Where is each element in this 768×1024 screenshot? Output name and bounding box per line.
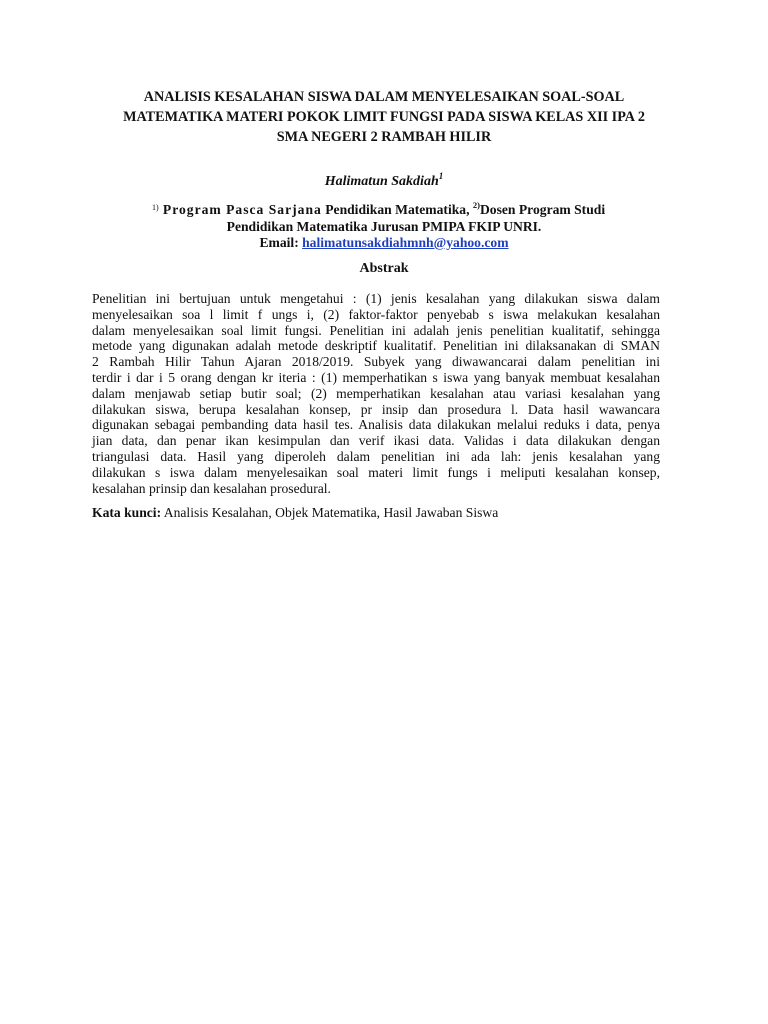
abstract-line: dilakukan s iswa dalam menyelesaikan soal materi limit fungs i meliputi kesalahan konsep, xyxy=(92,464,660,480)
keywords-line xyxy=(92,504,660,521)
abstract-line: triangulasi data. Hasil yang diperoleh dalam penelitian ini ada lah: jenis kesalahan yang xyxy=(92,448,660,464)
affiliation-program: Program Pasca Sarjana xyxy=(162,202,322,217)
author-line xyxy=(100,167,668,191)
affiliation-superscript: 2) xyxy=(472,200,480,210)
abstract-line: 2 Rambah Hilir Tahun Ajaran 2018/2019. Subyek yang diwawancarai dalam penelitian ini xyxy=(92,354,660,370)
keywords-text: Analisis Kesalahan, Objek Matematika, Hasil Jawaban Siswa xyxy=(161,505,499,520)
affiliation-marker: 1) xyxy=(152,203,159,212)
affiliation-line-1 xyxy=(100,197,668,219)
abstract-heading: Abstrak xyxy=(359,261,409,276)
keywords-label: Kata kunci: xyxy=(92,505,162,520)
abstract-line: dalam menjawab setiap butir soal; (2) memperhatikan kesalahan atau variasi kesalahan yang xyxy=(92,385,660,401)
title-line: ANALISIS KESALAHAN SISWA DALAM MENYELESAIKAN SOAL-SOAL xyxy=(143,89,625,105)
email-link[interactable]: halimatunsakdiahmnh@yahoo.com xyxy=(302,235,509,250)
affiliation-line-2: Pendidikan Matematika Jurusan PMIPA FKIP UNRI. xyxy=(226,218,542,234)
title-line: SMA NEGERI 2 RAMBAH HILIR xyxy=(276,129,492,145)
affiliation-role: Dosen Program Studi xyxy=(479,202,606,217)
abstract-line: dilakukan siswa, berupa kesalahan konsep, pr insip dan prosedura l. Data hasil wawancara xyxy=(92,401,660,417)
abstract-line: menyelesaikan soa l limit f ungs i, (2) faktor-faktor penyebab s iswa melakukan kesalahan xyxy=(92,306,660,322)
email-line xyxy=(100,235,668,252)
abstract-line: terdir i dar i 5 orang dengan kr iteria : (1) memperhatikan s iswa yang banyak membuat kesalahan xyxy=(92,369,660,385)
affiliation-block xyxy=(100,197,668,252)
author-superscript: 1 xyxy=(438,171,444,181)
abstract-line: digunakan sebagai pembanding data hasil tes. Analisis data dilakukan melalui reduks i data, penya xyxy=(92,417,660,433)
abstract-line: kesalahan prinsip dan kesalahan prosedural. xyxy=(92,480,331,496)
abstract-body xyxy=(92,291,660,496)
abstract-line: dalam menyelesaikan soal limit fungsi. Penelitian ini adalah jenis penelitian kualitatif, sehingga xyxy=(92,322,660,338)
paper-title xyxy=(100,87,668,147)
email-label: Email: xyxy=(259,235,303,250)
affiliation-dept: Pendidikan Matematika, xyxy=(321,202,473,217)
title-line: MATEMATIKA MATERI POKOK LIMIT FUNGSI PADA SISWA KELAS XII IPA 2 xyxy=(123,109,645,125)
author-name: Halimatun Sakdiah xyxy=(324,174,439,189)
abstract-line: jian data, dan penar ikan kesimpulan dan verif ikasi data. Validas i data dilakukan dengan xyxy=(92,433,660,449)
abstract-line: metode yang digunakan adalah metode deskriptif kualitatif. Penelitian ini dilaksanakan di SMAN xyxy=(92,338,660,354)
abstract-line: Penelitian ini bertujuan untuk mengetahui : (1) jenis kesalahan yang dilakukan siswa dalam xyxy=(92,291,660,306)
